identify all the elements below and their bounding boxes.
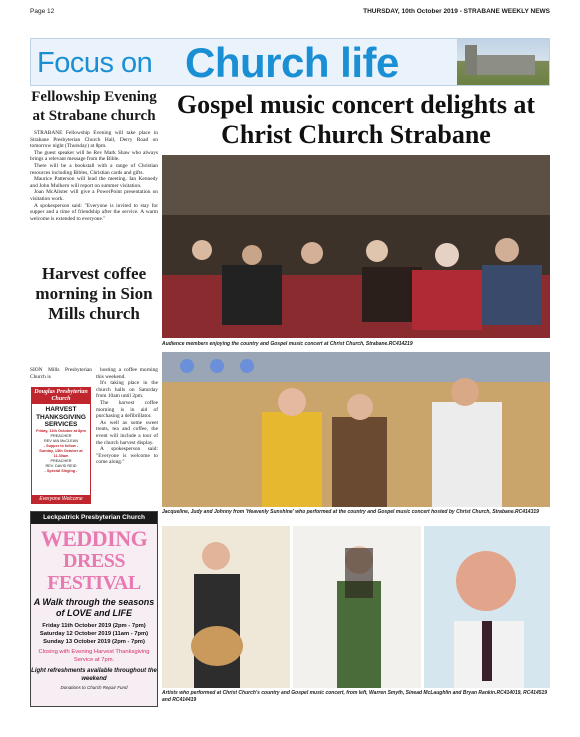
harvest-paragraph: The harvest coffee morning is in aid of purchasing a defibrillator. <box>96 399 158 420</box>
ad-refreshments: Light refreshments available throughout the weekend <box>31 668 157 682</box>
ad-title: HARVEST THANKSGIVING SERVICES <box>36 406 86 428</box>
ad-date: Sunday 13 October 2019 (2pm - 7pm) <box>43 639 145 645</box>
ad-line: Friday, 11th October at 8pm <box>36 428 86 433</box>
ad-line: REV. DAVID REID <box>45 463 77 468</box>
page-number: Page 12 <box>30 8 55 15</box>
ad-closing: Closing with Evening Harvest Thanksgiving Service at 7pm. <box>38 649 150 663</box>
fellowship-article <box>30 88 158 222</box>
fellowship-paragraph: STRABANE Fellowship Evening will take place in Strabane Presbyterian Church Hall, Derry Road on tomorrow night (Thursday) at 8pm. <box>30 130 158 150</box>
ad-date: Friday 11th October 2019 (2pm - 7pm) <box>42 623 146 629</box>
ad-title-line2: DRESS FESTIVAL <box>47 550 141 594</box>
bryan-photo-art <box>424 526 550 688</box>
dateline: THURSDAY, 10th October 2019 - STRABANE WEEKLY NEWS <box>363 8 550 15</box>
ad-donations: Donations to Church Repair Fund <box>60 685 128 690</box>
ad-date: Saturday 12 October 2019 (11am - 7pm) <box>39 631 149 637</box>
ad-tagline: A Walk through the seasons of LOVE and LIFE <box>33 597 155 618</box>
sinead-photo-art <box>293 526 421 688</box>
ad-line: PREACHER <box>50 458 72 463</box>
fellowship-headline: Fellowship Evening at Strabane church <box>31 89 157 124</box>
harvest-paragraph: As well as some sweet treats, tea and coffee, the event will include a tour of the church harvest display. <box>96 419 158 446</box>
ad-line: - Special Singing - <box>44 468 78 473</box>
fellowship-paragraph: Maurice Patterson will lead the meeting. Ian Kennedy and John Mulhern will report on summer visitation. <box>30 176 158 189</box>
warren-photo-art <box>162 526 290 688</box>
harvest-paragraph: hosting a coffee morning this weekend. <box>96 367 158 380</box>
fellowship-paragraph: Joan McAlister will give a PowerPoint presentation on visitation work. <box>30 189 158 202</box>
harvest-headline: Harvest coffee morning in Sion Mills church <box>35 264 153 323</box>
ad-title-line1: WEDDING <box>40 526 148 551</box>
heavenly-sunshine-caption: Jacqueline, Judy and Johnny from 'Heavenly Sunshine' who performed at the country and Gospel music concert hosted by Christ Church, Strabane.RC414319 <box>162 509 539 515</box>
church-tower-shape <box>465 45 477 75</box>
main-headline: Gospel music concert delights at Christ Church Strabane <box>176 90 536 149</box>
banner-focus-on: Focus on <box>37 47 153 79</box>
ad-line: - Supper to follow - <box>43 443 79 448</box>
banner-section-title: Church life <box>185 39 399 86</box>
fellowship-paragraph: A spokesperson said: "Everyone is invited to stay for supper and a time of friendship after the service. A warm welcome is extended to everyone." <box>30 202 158 222</box>
sinead-mclaughlin-photo <box>293 526 421 688</box>
artists-caption: Artists who performed at Christ Church's country and Gospel music concert, from left, Warren Smyth, Sinead McLaughlin and Bryan Rankin.RC414019, RC414519 and RC414419 <box>162 690 548 703</box>
harvest-paragraph: A spokesperson said: "Everyone is welcome to come along." <box>96 446 158 466</box>
bryan-rankin-photo <box>424 526 550 688</box>
audience-photo <box>162 155 550 338</box>
douglas-harvest-advert <box>31 387 91 504</box>
harvest-paragraph: It's taking place in the church halls on Saturday from 10am until 2pm. <box>96 380 158 400</box>
harvest-body <box>96 367 158 466</box>
fellowship-paragraph: There will be a bookstall with a range of Christian resources including Bibles, Christian cards and gifts. <box>30 162 158 176</box>
fellowship-body <box>30 130 158 222</box>
ad-church-name: Leckpatrick Presbyterian Church <box>31 512 157 524</box>
church-building-image <box>457 39 549 86</box>
heavenly-photo-art <box>162 352 550 507</box>
ad-line: PREACHER <box>50 433 72 438</box>
ad-church-name: Douglas Presbyterian Church <box>32 388 90 404</box>
ad-dates <box>31 622 157 646</box>
wedding-festival-advert <box>30 511 158 707</box>
audience-photo-art <box>162 155 550 338</box>
ad-line: Sunday, 13th October at 11.30am <box>39 448 83 458</box>
church-body-shape <box>469 55 535 75</box>
ad-footer: Everyone Welcome <box>32 495 90 503</box>
page-header <box>30 8 550 20</box>
heavenly-sunshine-photo <box>162 352 550 507</box>
ad-line: REV IAN McCLEAN <box>44 438 78 443</box>
audience-caption: Audience members enjoying the country and Gospel music concert at Christ Church, Strabane.RC414219 <box>162 341 413 347</box>
harvest-intro: SION Mills Presbyterian Church is <box>30 367 92 380</box>
warren-smyth-photo <box>162 526 290 688</box>
fellowship-paragraph: The guest speaker will be Rev Mark Shaw who always brings a relevant message from the Bible. <box>30 149 158 163</box>
section-banner <box>30 38 550 86</box>
